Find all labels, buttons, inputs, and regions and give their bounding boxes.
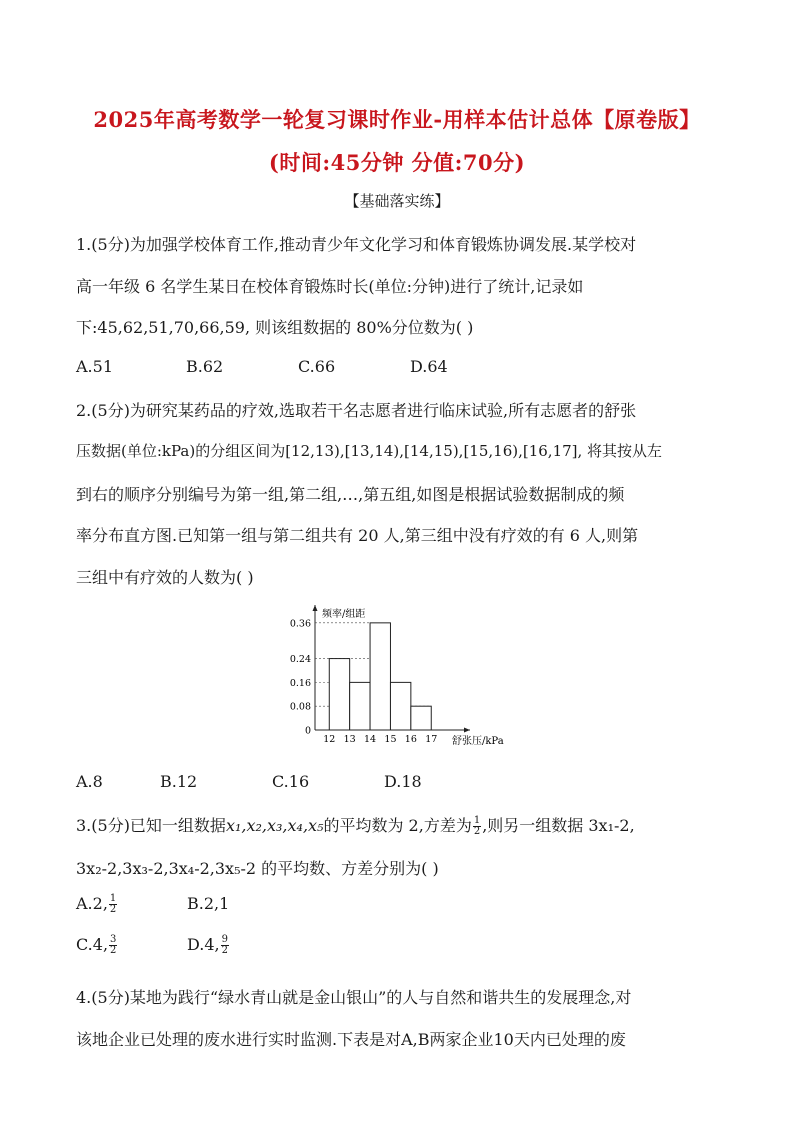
y-tick-label: 0.16	[289, 677, 311, 689]
q3-variance-fraction	[473, 816, 481, 837]
q2-options	[76, 772, 422, 791]
q3-option-b: B.2,1	[187, 894, 230, 913]
q1-text-line-2: 高一年级 6 名学生某日在校体育锻炼时长(单位:分钟)进行了统计,记录如	[76, 277, 584, 296]
document-title: 2025年高考数学一轮复习课时作业-用样本估计总体【原卷版】	[93, 107, 701, 132]
histogram-bar	[350, 682, 370, 730]
document-subtitle: (时间:45分钟 分值:70分)	[268, 150, 526, 175]
frequency-histogram	[280, 600, 520, 750]
section-heading: 【基础落实练】	[344, 192, 450, 210]
q3-text-line-1	[76, 813, 726, 837]
q3-option-d-fraction	[221, 935, 229, 956]
q2-option-d: D.18	[384, 772, 422, 791]
fraction-denominator: 2	[109, 904, 117, 915]
q2-option-b: B.12	[160, 772, 198, 791]
fraction-numerator: 9	[221, 934, 228, 945]
q3-prefix: 3.(5分)已知一组数据	[76, 816, 226, 835]
histogram-bar	[329, 659, 349, 730]
q3-text-line-2: 3x₂-2,3x₃-2,3x₄-2,3x₅-2 的平均数、方差分别为( )	[76, 859, 439, 878]
y-tick-label: 0	[304, 725, 311, 737]
q2-option-c: C.16	[272, 772, 310, 791]
q1-text-line-3: 下:45,62,51,70,66,59, 则该组数据的 80%分位数为( )	[76, 318, 474, 337]
histogram-bar	[390, 682, 410, 730]
q2-text-line-4: 率分布直方图.已知第一组与第二组共有 20 人,第三组中没有疗效的有 6 人,则第	[76, 526, 639, 545]
chart-x-axis-label: 舒张压/kPa	[452, 736, 504, 747]
q3-mid-text: 的平均数为 2,方差为	[323, 816, 472, 835]
q1-option-d: D.64	[410, 357, 448, 376]
histogram-bar	[370, 623, 390, 730]
q2-text-line-2: 压数据(单位:kPa)的分组区间为[12,13),[13,14),[14,15),[15,16),[16,17], 将其按从左	[76, 442, 663, 460]
q2-text-line-5: 三组中有疗效的人数为( )	[76, 568, 254, 587]
q3-options-row-1	[76, 894, 229, 915]
fraction-numerator: 3	[110, 934, 117, 945]
q3-option-a: A.2, $\frac{1}{2}$	[76, 893, 117, 915]
y-tick-label: 0.24	[289, 654, 311, 666]
q4-text-line-2: 该地企业已处理的废水进行实时监测.下表是对A,B两家企业10天内已处理的废	[76, 1030, 626, 1049]
x-tick-label: 13	[343, 734, 356, 745]
fraction-numerator: 1	[109, 893, 117, 904]
fraction-denominator: 2	[221, 945, 228, 956]
y-tick-label: 0.08	[289, 701, 311, 713]
q4-text-line-1: 4.(5分)某地为践行“绿水青山就是金山银山”的人与自然和谐共生的发展理念,对	[76, 988, 632, 1007]
q3-option-c-fraction	[109, 935, 117, 956]
q3-options-row-2	[76, 935, 230, 956]
q3-option-c: C.4, $\frac{3}{2}$	[76, 934, 117, 956]
q3-option-a-fraction	[109, 894, 117, 915]
q3-mid-text-2: ,则另一组数据 3x₁-2,	[482, 816, 635, 835]
fraction-numerator: 1	[473, 815, 481, 826]
q2-text-line-3: 到右的顺序分别编号为第一组,第二组,…,第五组,如图是根据试验数据制成的频	[76, 485, 625, 504]
q1-option-c: C.66	[298, 357, 336, 376]
q1-options	[76, 357, 448, 376]
y-axis-arrow	[313, 605, 318, 611]
fraction-denominator: 2	[110, 945, 117, 956]
q3-variables: x₁,x₂,x₃,x₄,x₅	[225, 816, 324, 835]
q1-option-a: A.51	[76, 357, 113, 376]
chart-x-ticks	[323, 734, 437, 745]
x-tick-label: 17	[425, 734, 438, 745]
x-tick-label: 16	[404, 734, 417, 745]
x-tick-label: 15	[384, 734, 397, 745]
histogram-bar	[411, 706, 431, 730]
q2-option-a: A.8	[76, 772, 103, 791]
y-tick-label: 0.36	[289, 618, 311, 630]
x-tick-label: 12	[323, 734, 336, 745]
x-tick-label: 14	[364, 734, 377, 745]
x-axis-arrow	[464, 728, 470, 733]
q3-option-d: D.4, $\frac{9}{2}$	[187, 934, 228, 956]
q1-text-line-1: 1.(5分)为加强学校体育工作,推动青少年文化学习和体育锻炼协调发展.某学校对	[76, 235, 637, 254]
chart-bars	[329, 623, 431, 730]
q1-option-b: B.62	[186, 357, 224, 376]
fraction-denominator: 2	[473, 826, 481, 837]
chart-y-axis-label: 频率/组距	[322, 609, 366, 620]
q2-text-line-1: 2.(5分)为研究某药品的疗效,选取若干名志愿者进行临床试验,所有志愿者的舒张	[76, 401, 637, 420]
chart-y-ticks	[290, 618, 311, 736]
